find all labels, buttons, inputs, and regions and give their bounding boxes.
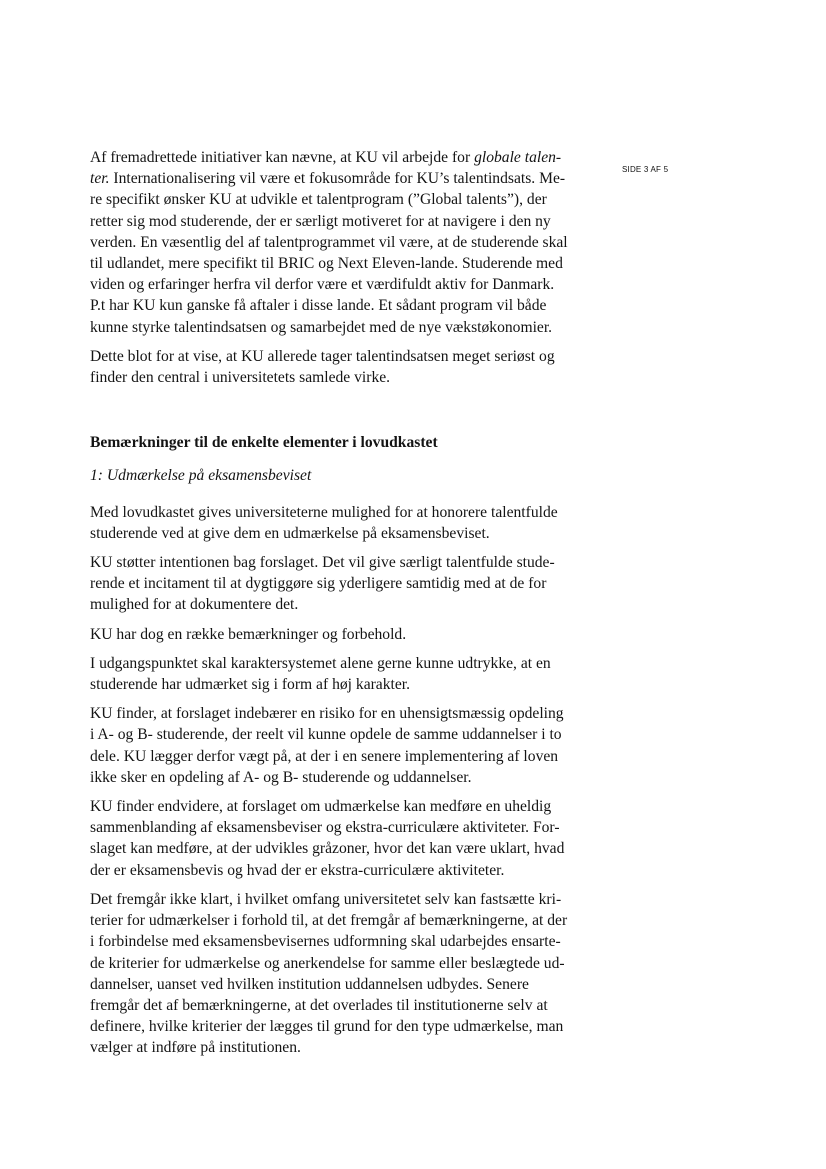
intro-line: kunne styrke talentindsatsen og samarbejdet med de nye vækstøkonomier. xyxy=(90,318,553,336)
paragraph-line: i A- og B- studerende, der reelt vil kunne opdele de samme uddannelser i to xyxy=(90,726,562,744)
page-indicator: SIDE 3 AF 5 xyxy=(622,165,669,174)
paragraph xyxy=(90,703,590,788)
paragraph xyxy=(90,502,590,544)
paragraph-line: der er eksamensbevis og hvad der er ekstra-curriculære aktiviteter. xyxy=(90,861,505,879)
intro-line-1: Af fremadrettede initiativer kan nævne, at KU vil arbejde for globale talen- xyxy=(90,149,562,166)
paragraph xyxy=(90,889,590,1059)
paragraph-line: studerende har udmærket sig i form af høj karakter. xyxy=(90,676,411,694)
paragraph-line: sammenblanding af eksamensbeviser og ekstra-curriculære aktiviteter. For- xyxy=(90,819,560,837)
paragraph-line: KU har dog en række bemærkninger og forbehold. xyxy=(90,625,407,643)
intro-line-2: ter. Internationalisering vil være et fokusområde for KU’s talentindsats. Me- xyxy=(90,170,566,188)
intro-line: re specifikt ønsker KU at udvikle et talentprogram (”Global talents”), der xyxy=(90,191,547,209)
closing-line: Dette blot for at vise, at KU allerede tager talentindsatsen meget seriøst og xyxy=(90,347,555,365)
document-body xyxy=(90,147,590,1067)
section-heading: Bemærkninger til de enkelte elementer i lovudkastet xyxy=(90,434,438,452)
intro-line: P.t har KU kun ganske få aftaler i disse lande. Et sådant program vil både xyxy=(90,297,547,315)
paragraph xyxy=(90,796,590,881)
paragraph-line: vælger at indføre på institutionen. xyxy=(90,1039,301,1057)
paragraph-line: definere, hvilke kriterier der lægges til grund for den type udmærkelse, man xyxy=(90,1018,564,1036)
paragraph-line: KU finder, at forslaget indebærer en risiko for en uhensigtsmæssig opdeling xyxy=(90,705,564,723)
intro-line: verden. En væsentlig del af talentprogrammet vil være, at de studerende skal xyxy=(90,233,568,251)
paragraph xyxy=(90,624,590,645)
paragraph-line: i forbindelse med eksamensbevisernes udformning skal udarbejdes ensarte- xyxy=(90,933,561,951)
intro-line: til udlandet, mere specifikt til BRIC og Next Eleven-lande. Studerende med xyxy=(90,255,563,273)
paragraph-line: rende et incitament til at dygtiggøre sig yderligere samtidig med at de for xyxy=(90,575,547,593)
paragraph-line: ikke sker en opdeling af A- og B- studerende og uddannelser. xyxy=(90,768,472,786)
paragraph-line: Med lovudkastet gives universiteterne mulighed for at honorere talentfulde xyxy=(90,503,558,521)
paragraph-line: KU støtter intentionen bag forslaget. Det vil give særligt talentfulde stude- xyxy=(90,554,555,572)
paragraph-line: de kriterier for udmærkelse og anerkendelse for samme eller beslægtede ud- xyxy=(90,954,565,972)
subsection-heading: 1: Udmærkelse på eksamensbeviset xyxy=(90,467,312,485)
paragraph xyxy=(90,552,590,616)
paragraph-line: fremgår det af bemærkningerne, at det overlades til institutionerne selv at xyxy=(90,996,548,1014)
paragraph-line: slaget kan medføre, at der udvikles gråzoner, hvor det kan være uklart, hvad xyxy=(90,840,565,858)
paragraph-line: I udgangspunktet skal karaktersystemet alene gerne kunne udtrykke, at en xyxy=(90,654,551,672)
paragraph-line: studerende ved at give dem en udmærkelse på eksamensbeviset. xyxy=(90,524,490,542)
paragraph-line: mulighed for at dokumentere det. xyxy=(90,596,299,614)
intro-line: retter sig mod studerende, der er særligt motiveret for at navigere i den ny xyxy=(90,212,551,230)
paragraph-line: terier for udmærkelser i forhold til, at det fremgår af bemærkningerne, at der xyxy=(90,912,568,930)
paragraph-line: Det fremgår ikke klart, i hvilket omfang universitetet selv kan fastsætte kri- xyxy=(90,890,562,908)
paragraph-line: dannelser, uanset ved hvilken institution uddannelsen udbydes. Senere xyxy=(90,975,529,993)
paragraph-line: dele. KU lægger derfor vægt på, at der i en senere implementering af loven xyxy=(90,747,559,765)
intro-line: viden og erfaringer herfra vil derfor være et værdifuldt aktiv for Danmark. xyxy=(90,276,555,294)
intro-paragraph xyxy=(90,147,590,338)
paragraph-line: KU finder endvidere, at forslaget om udmærkelse kan medføre en uheldig xyxy=(90,798,552,816)
closing-line: finder den central i universitetets samlede virke. xyxy=(90,369,391,387)
paragraph xyxy=(90,653,590,695)
closing-paragraph xyxy=(90,346,590,388)
